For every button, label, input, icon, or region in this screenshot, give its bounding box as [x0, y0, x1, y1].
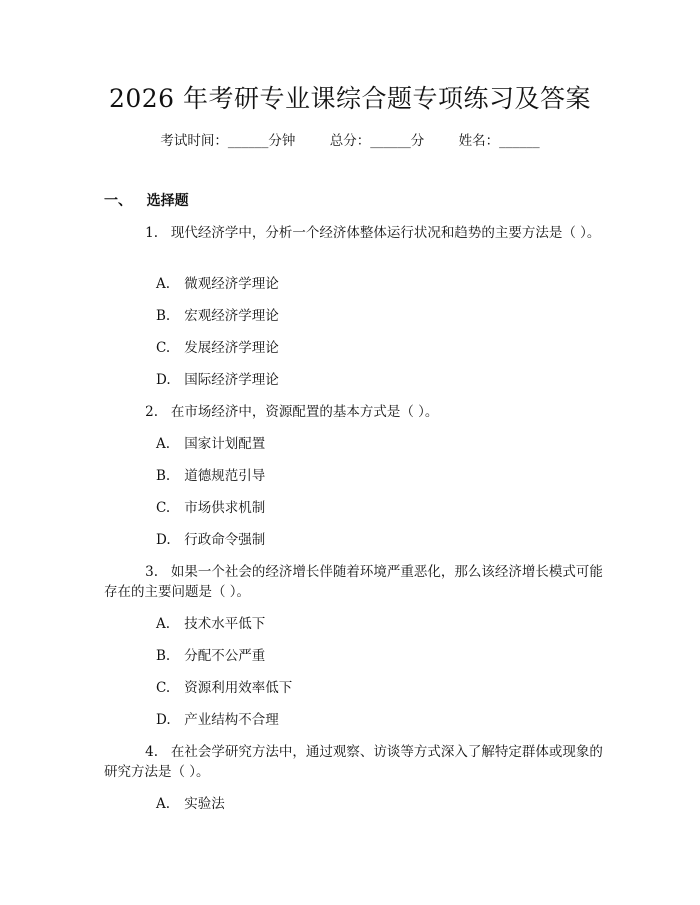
question-text: 在社会学研究方法中，通过观察、访谈等方式深入了解特定群体或现象的研究方法是（ ）。 — [104, 744, 603, 780]
option-letter: D. — [156, 532, 171, 548]
section-heading — [104, 191, 189, 211]
total-score-unit: 分 — [410, 133, 425, 149]
exam-time-label: 考试时间： — [160, 133, 228, 149]
option-letter: D. — [156, 372, 171, 388]
option-text: 产业结构不合理 — [184, 712, 279, 728]
option-text: 微观经济学理论 — [184, 276, 279, 292]
question-number: 3. — [145, 564, 158, 580]
option-text: 技术水平低下 — [184, 616, 266, 632]
name-blank: ______ — [499, 133, 540, 149]
option-text: 发展经济学理论 — [184, 340, 279, 356]
option-letter: B. — [156, 308, 171, 324]
option-letter: A. — [156, 616, 171, 632]
total-score-blank: ______ — [370, 133, 411, 149]
option-letter: B. — [156, 468, 171, 484]
option-text: 分配不公严重 — [184, 648, 266, 664]
section-label: 选择题 — [146, 193, 189, 209]
question-1-option-b — [156, 306, 279, 326]
document-title: 2026 年考研专业课综合题专项练习及答案 — [108, 84, 592, 113]
total-score-label: 总分： — [329, 133, 371, 149]
question-2-option-a — [156, 434, 265, 454]
question-3-option-b — [156, 646, 265, 666]
question-3-option-d — [156, 710, 279, 730]
option-text: 行政命令强制 — [184, 532, 266, 548]
option-letter: C. — [156, 340, 171, 356]
question-3-option-a — [156, 614, 265, 634]
option-text: 道德规范引导 — [184, 468, 266, 484]
name-label: 姓名： — [458, 133, 500, 149]
option-text: 国家计划配置 — [184, 436, 266, 452]
question-2-option-b — [156, 466, 265, 486]
question-number: 4. — [145, 744, 158, 760]
option-text: 国际经济学理论 — [184, 372, 279, 388]
question-number: 1. — [145, 225, 158, 241]
question-text: 如果一个社会的经济增长伴随着环境严重恶化，那么该经济增长模式可能存在的主要问题是（ ）。 — [104, 564, 603, 600]
question-number: 2. — [145, 404, 158, 420]
question-3-option-c — [156, 678, 292, 698]
option-letter: D. — [156, 712, 171, 728]
question-1-option-a — [156, 274, 279, 294]
option-letter: A. — [156, 276, 171, 292]
question-4-stem — [104, 742, 604, 782]
option-letter: A. — [156, 796, 171, 812]
option-text: 资源利用效率低下 — [184, 680, 293, 696]
question-1-option-c — [156, 338, 279, 358]
option-text: 宏观经济学理论 — [184, 308, 279, 324]
option-letter: C. — [156, 500, 171, 516]
question-1-option-d — [156, 370, 279, 390]
exam-time-unit: 分钟 — [268, 133, 296, 149]
question-2-stem — [104, 402, 604, 422]
question-1-stem — [104, 223, 604, 243]
option-letter: C. — [156, 680, 171, 696]
question-3-stem — [104, 562, 604, 602]
option-letter: B. — [156, 648, 171, 664]
option-letter: A. — [156, 436, 171, 452]
exam-info-line — [0, 131, 700, 151]
question-text: 现代经济学中，分析一个经济体整体运行状况和趋势的主要方法是（ ）。 — [170, 225, 601, 241]
question-4-option-a — [156, 794, 225, 814]
question-2-option-d — [156, 530, 265, 550]
question-2-option-c — [156, 498, 265, 518]
question-text: 在市场经济中，资源配置的基本方式是（ ）。 — [170, 404, 439, 420]
option-text: 市场供求机制 — [184, 500, 266, 516]
section-number: 一、 — [104, 193, 132, 209]
exam-time-blank: ______ — [227, 133, 269, 149]
option-text: 实验法 — [184, 796, 225, 812]
